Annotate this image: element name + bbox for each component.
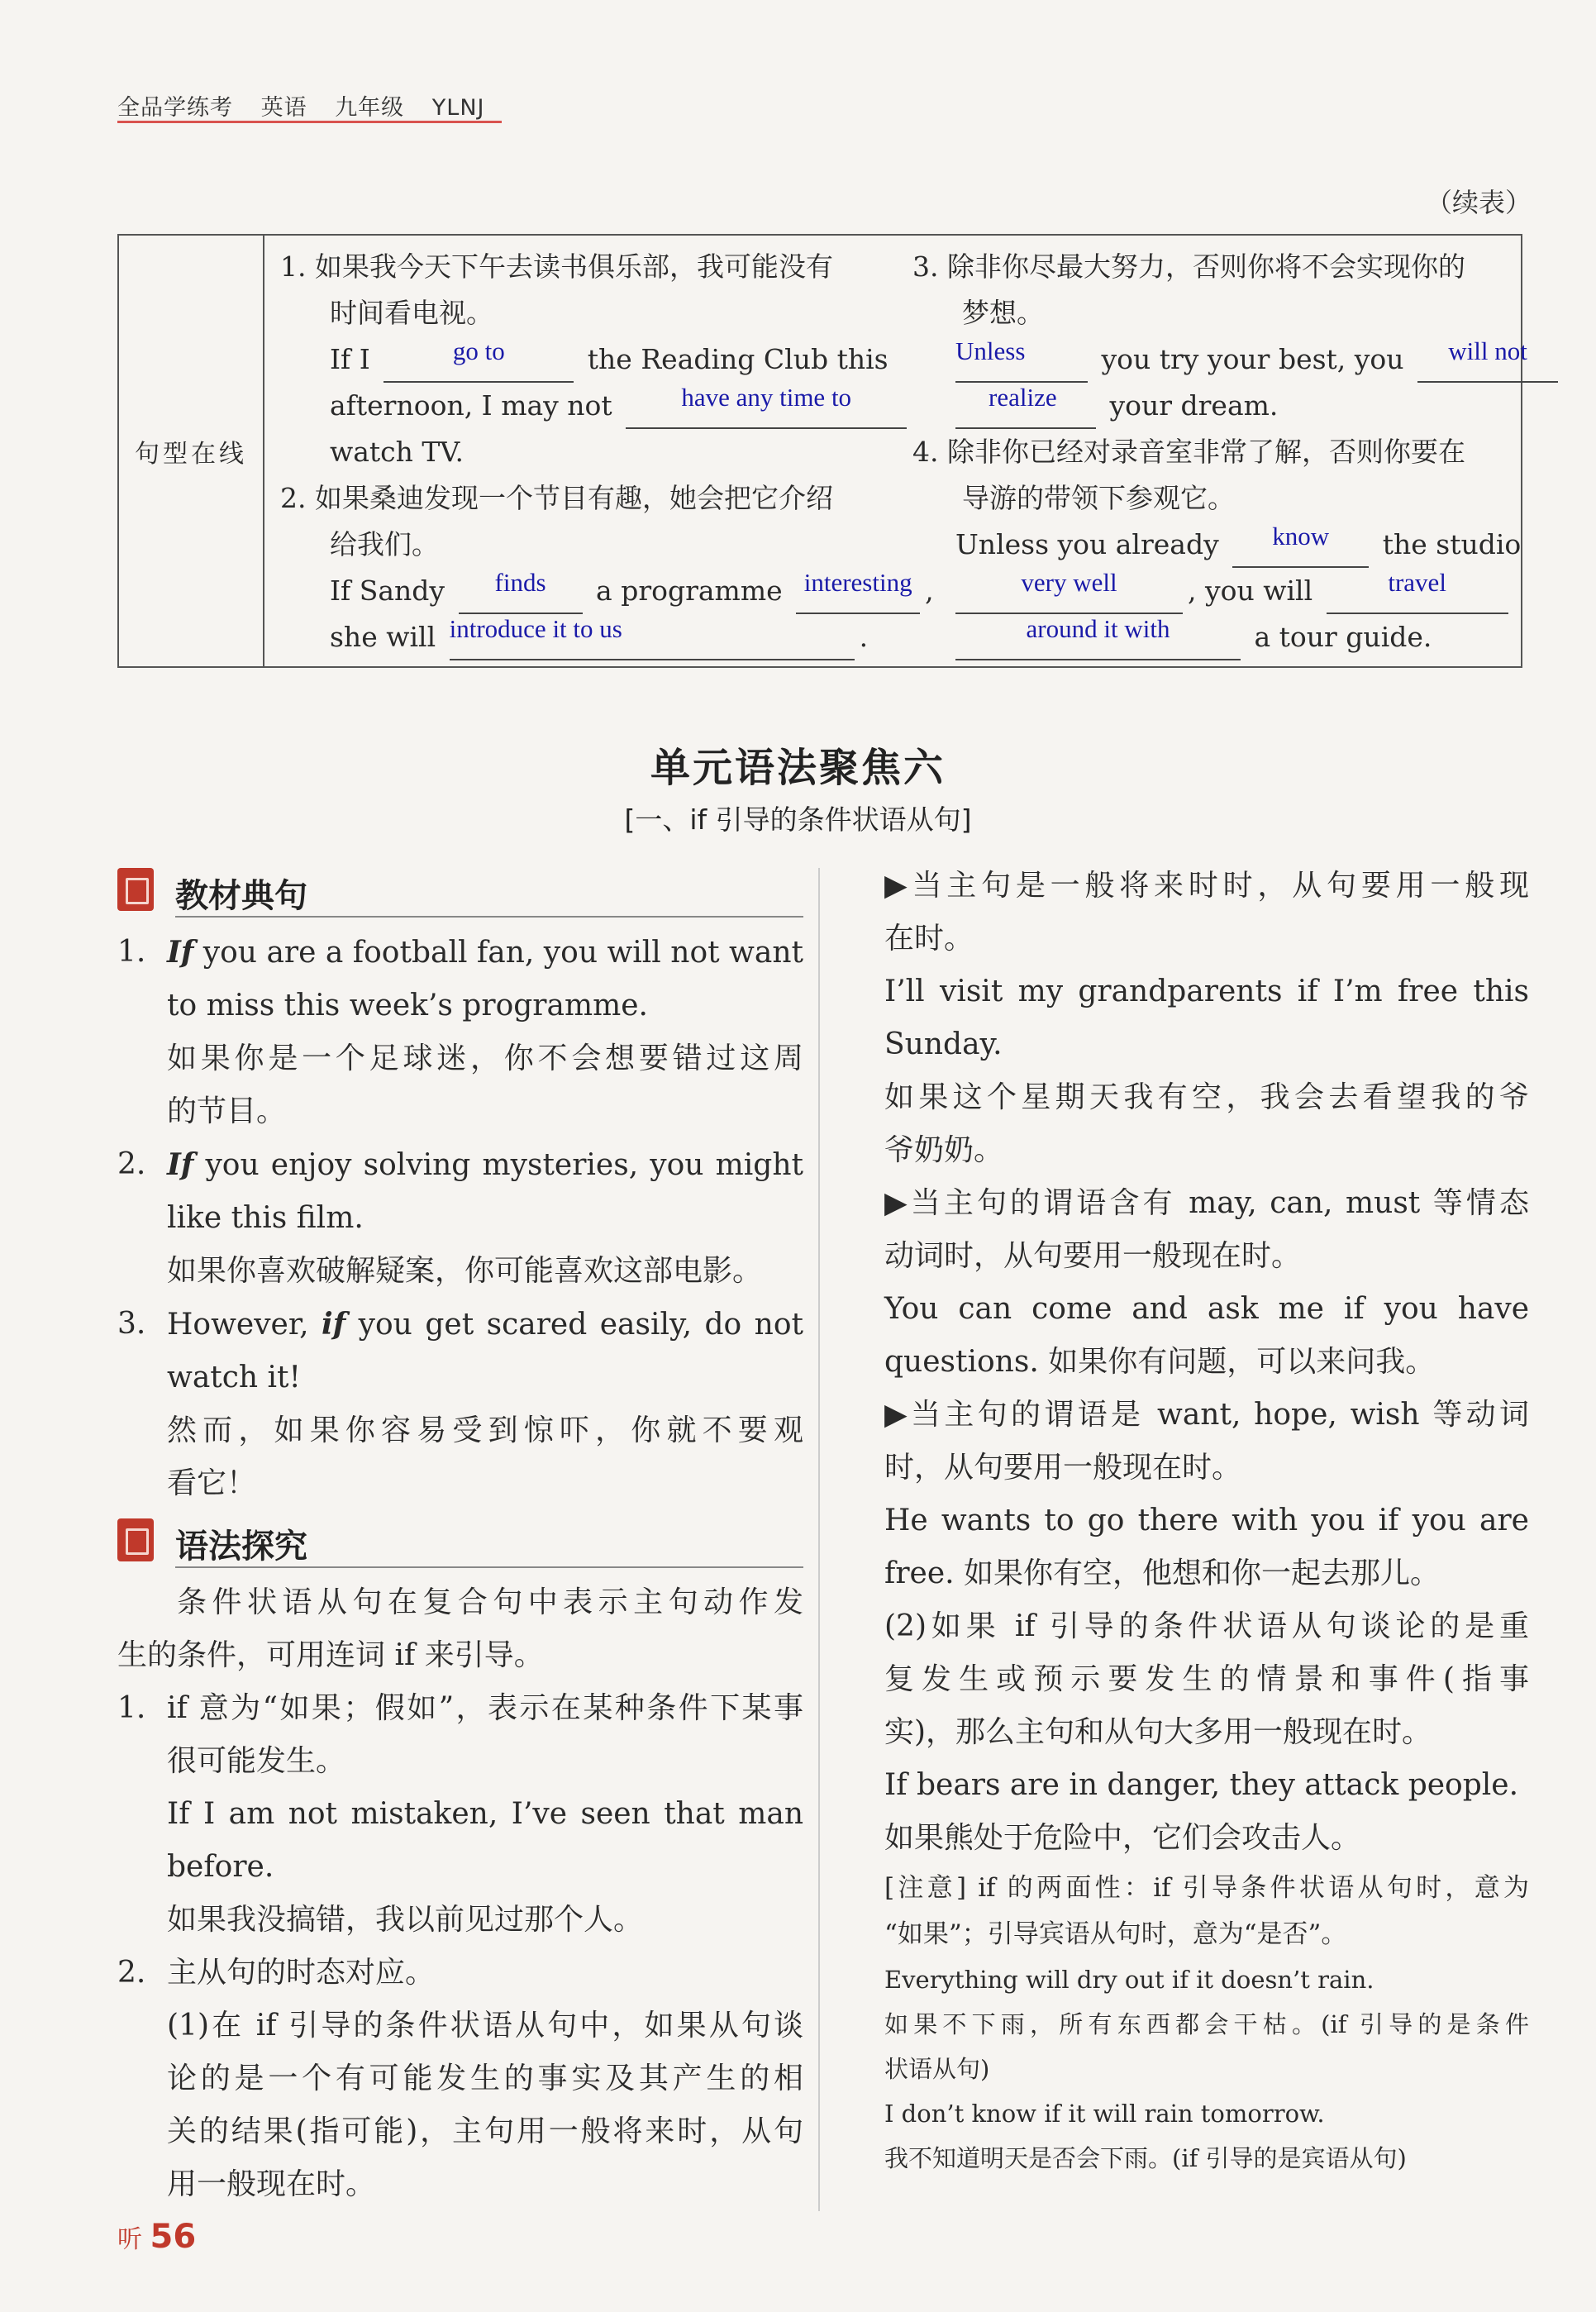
right-line-7: ▶当主句的谓语含有 may, can, must 等情态 — [884, 1186, 1529, 1220]
s2-en-a1: If Sandy — [330, 574, 445, 607]
note-line-3: Everything will dry out if it doesn’t rain. — [884, 1966, 1374, 1994]
s3-en-a: you try your best, you — [1101, 343, 1404, 375]
s3-en-b: your dream. — [1109, 389, 1279, 422]
s4-en-b: , you will — [1188, 574, 1313, 607]
s4-en-a2: the studio — [1382, 528, 1522, 560]
note-line-4: 如果不下雨，所有东西都会干枯。(if 引导的是条件 — [884, 2010, 1529, 2038]
right-line-10: questions. 如果你有问题，可以来问我。 — [884, 1345, 1436, 1379]
heading-underline — [175, 916, 803, 918]
example-1-line-a: you are a football fan, you will not want — [202, 936, 803, 970]
heading-text: 教材典句 — [175, 877, 307, 915]
s1-blank-2[interactable] — [626, 383, 907, 429]
footer-label: 听 — [117, 2225, 142, 2254]
grammar-2-e: 用一般现在时。 — [167, 2167, 376, 2201]
s1-cn-b: 时间看电视。 — [330, 297, 493, 329]
grammar-2-b: (1)在 if 引导的条件状语从句中，如果从句谈 — [167, 2009, 803, 2043]
right-line-17: 实)，那么主句和从句大多用一般现在时。 — [884, 1715, 1432, 1749]
note-line-1: [注意] if 的两面性：if 引导条件状语从句时，意为 — [884, 1873, 1529, 1903]
example-2 — [117, 1138, 803, 1298]
grammar-intro-a: 条件状语从句在复合句中表示主句动作发 — [177, 1585, 803, 1619]
example-2-line-c: 如果你喜欢破解疑案，你可能喜欢这部电影。 — [167, 1254, 763, 1288]
grammar-2-number: 2. — [117, 1956, 146, 1990]
s3-answer-1: Unless — [955, 336, 1026, 365]
table-label: 句型在线 — [119, 236, 264, 666]
grammar-1-number: 1. — [117, 1691, 146, 1725]
s2-en-a2: a programme — [596, 574, 783, 607]
example-3-number: 3. — [117, 1307, 146, 1341]
example-2-line-a: you enjoy solving mysteries, you might — [205, 1148, 803, 1182]
s4-answer-1: know — [1272, 522, 1330, 551]
example-3-if: if — [322, 1307, 346, 1342]
s1-blank-1[interactable] — [384, 336, 574, 383]
s4-cn-a: 4. 除非你已经对录音室非常了解，否则你要在 — [912, 436, 1465, 468]
grammar-1-a: if 意为“如果；假如”，表示在某种条件下某事 — [167, 1691, 803, 1725]
right-line-9: You can come and ask me if you have — [884, 1292, 1529, 1326]
right-column — [884, 860, 1529, 2181]
s2-blank-3[interactable] — [449, 614, 855, 660]
sentence-table — [117, 234, 1527, 668]
subject: 英语 — [260, 95, 307, 121]
s4-en-c: a tour guide. — [1254, 621, 1432, 653]
s1-en-b1: afternoon, I may not — [330, 389, 612, 422]
s2-answer-1: finds — [494, 568, 546, 597]
example-2-line-b: like this film. — [167, 1201, 364, 1235]
s1-answer-2: have any time to — [681, 383, 852, 412]
note-line-2: “如果”；引导宾语从句时，意为“是否”。 — [884, 1919, 1347, 1949]
s1-en-a1: If I — [330, 343, 370, 375]
table-right-cell — [912, 244, 1527, 660]
s3-blank-2[interactable] — [1417, 336, 1558, 383]
right-line-18: If bears are in danger, they attack people. — [884, 1768, 1519, 1802]
grammar-1-d: before. — [167, 1850, 274, 1884]
grammar-1-b: 很可能发生。 — [167, 1744, 346, 1778]
right-line-19: 如果熊处于危险中，它们会攻击人。 — [884, 1821, 1361, 1855]
s2-answer-3: introduce it to us — [449, 614, 622, 643]
s3-blank-3[interactable] — [955, 383, 1096, 429]
s2-en-b1: she will — [330, 621, 436, 653]
s2-cn-a: 2. 如果桑迪发现一个节目有趣，她会把它介绍 — [280, 482, 833, 514]
example-1-line-c: 如果你是一个足球迷，你不会想要错过这周 — [167, 1042, 803, 1075]
example-1-if: If — [167, 935, 194, 970]
grammar-point-2 — [117, 1947, 803, 2211]
right-line-11: ▶当主句的谓语是 want, hope, wish 等动词 — [884, 1398, 1529, 1432]
s4-blank-4[interactable] — [955, 614, 1241, 660]
right-line-14: free. 如果你有空，他想和你一起去那儿。 — [884, 1556, 1441, 1590]
s3-cn-b: 梦想。 — [962, 297, 1044, 329]
example-2-number: 2. — [117, 1147, 146, 1181]
grammar-intro-b: 生的条件，可用连词 if 来引导。 — [117, 1638, 544, 1672]
page-footer — [117, 2218, 196, 2256]
grammar-2-c: 论的是一个有可能发生的事实及其产生的相 — [167, 2062, 803, 2095]
grammar-1-c: If I am not mistaken, I’ve seen that man — [167, 1797, 803, 1831]
right-line-8: 动词时，从句要用一般现在时。 — [884, 1239, 1302, 1273]
heading-grammar-exploration — [117, 1510, 803, 1575]
column-divider — [818, 868, 820, 2211]
s3-answer-2: will not — [1448, 336, 1527, 365]
s1-cn-a: 1. 如果我今天下午去读书俱乐部，我可能没有 — [280, 250, 833, 283]
right-line-15: (2)如果 if 引导的条件状语从句谈论的是重 — [884, 1609, 1529, 1643]
edition: YLNJ — [431, 95, 485, 121]
example-1 — [117, 926, 803, 1138]
s1-en-a2: the Reading Club this — [587, 343, 889, 375]
grammar-1-e: 如果我没搞错，我以前见过那个人。 — [167, 1903, 644, 1937]
s4-answer-3: travel — [1388, 568, 1446, 597]
grammar-2-a: 主从句的时态对应。 — [167, 1956, 436, 1990]
grammar-2-d: 关的结果(指可能)，主句用一般将来时，从句 — [167, 2114, 803, 2148]
s1-answer-1: go to — [452, 336, 505, 365]
example-3-line-d: 看它！ — [167, 1466, 257, 1500]
s1-en-c: watch TV. — [330, 436, 464, 468]
s3-cn-a: 3. 除非你尽最大努力，否则你将不会实现你的 — [912, 250, 1465, 283]
right-line-2: 在时。 — [884, 922, 974, 956]
s4-cn-b: 导游的带领下参观它。 — [962, 482, 1235, 514]
heading-text: 语法探究 — [175, 1528, 307, 1566]
section-title: 单元语法聚焦六 — [650, 745, 946, 791]
section-subtitle: [一、if 引导的条件状语从句] — [624, 803, 972, 836]
page-number: 56 — [150, 2218, 197, 2256]
example-2-if: If — [167, 1147, 194, 1182]
table-left-cell: 1. 如果我今天下午去读书俱乐部，我可能没有 时间看电视。 If I go to the Reading Club this afternoon, I may not have any time to watch TV. 2. 如果桑迪发现一个节目有趣，她会把它介绍 给我们。 If Sandy finds a programme interesting , she will introduce it to us . — [280, 244, 925, 660]
book-icon — [117, 1518, 154, 1561]
s3-answer-3: realize — [989, 383, 1057, 412]
grammar-point-1 — [117, 1682, 803, 1947]
example-1-number: 1. — [117, 935, 146, 969]
s4-en-a1: Unless you already — [955, 528, 1219, 560]
note-line-7: 我不知道明天是否会下雨。(if 引导的是宾语从句) — [884, 2144, 1407, 2172]
right-line-5: 如果这个星期天我有空，我会去看望我的爷 — [884, 1080, 1529, 1114]
s4-blank-3[interactable] — [1327, 568, 1508, 614]
heading-underline — [175, 1566, 803, 1568]
example-1-line-b: to miss this week’s programme. — [167, 989, 648, 1023]
grammar-intro — [117, 1576, 803, 1682]
heading-textbook-sentences — [117, 860, 803, 924]
s4-answer-2: very well — [1021, 568, 1117, 597]
book-name: 全品学练考 — [117, 95, 233, 121]
example-3-line-a1: However, — [167, 1308, 309, 1342]
example-3 — [117, 1298, 803, 1510]
example-3-line-a2: you get scared easily, do not — [358, 1308, 804, 1342]
example-3-line-c: 然而，如果你容易受到惊吓，你就不要观 — [167, 1413, 803, 1447]
note-line-5: 状语从句) — [884, 2055, 990, 2083]
note-line-6: I don’t know if it will rain tomorrow. — [884, 2100, 1325, 2128]
right-line-1: ▶当主句是一般将来时时，从句要用一般现 — [884, 869, 1529, 903]
example-3-line-b: watch it! — [167, 1361, 301, 1394]
s4-answer-4: around it with — [1026, 614, 1170, 643]
example-1-line-d: 的节目。 — [167, 1094, 287, 1128]
right-line-4: Sunday. — [884, 1027, 1003, 1061]
right-line-3: I’ll visit my grandparents if I’m free this — [884, 975, 1529, 1008]
right-line-6: 爷奶奶。 — [884, 1133, 1004, 1167]
left-column — [117, 860, 803, 2211]
s2-cn-b: 给我们。 — [330, 528, 439, 560]
book-icon — [117, 868, 154, 911]
grade: 九年级 — [335, 95, 405, 121]
book-header — [117, 89, 504, 122]
continued-label: （续表） — [1425, 187, 1532, 218]
right-line-16: 复发生或预示要发生的情景和事件(指事 — [884, 1662, 1529, 1696]
s2-answer-2: interesting — [803, 568, 912, 597]
right-line-12: 时，从句要用一般现在时。 — [884, 1451, 1242, 1485]
right-line-13: He wants to go there with you if you are — [884, 1504, 1529, 1537]
header-underline — [117, 121, 502, 123]
